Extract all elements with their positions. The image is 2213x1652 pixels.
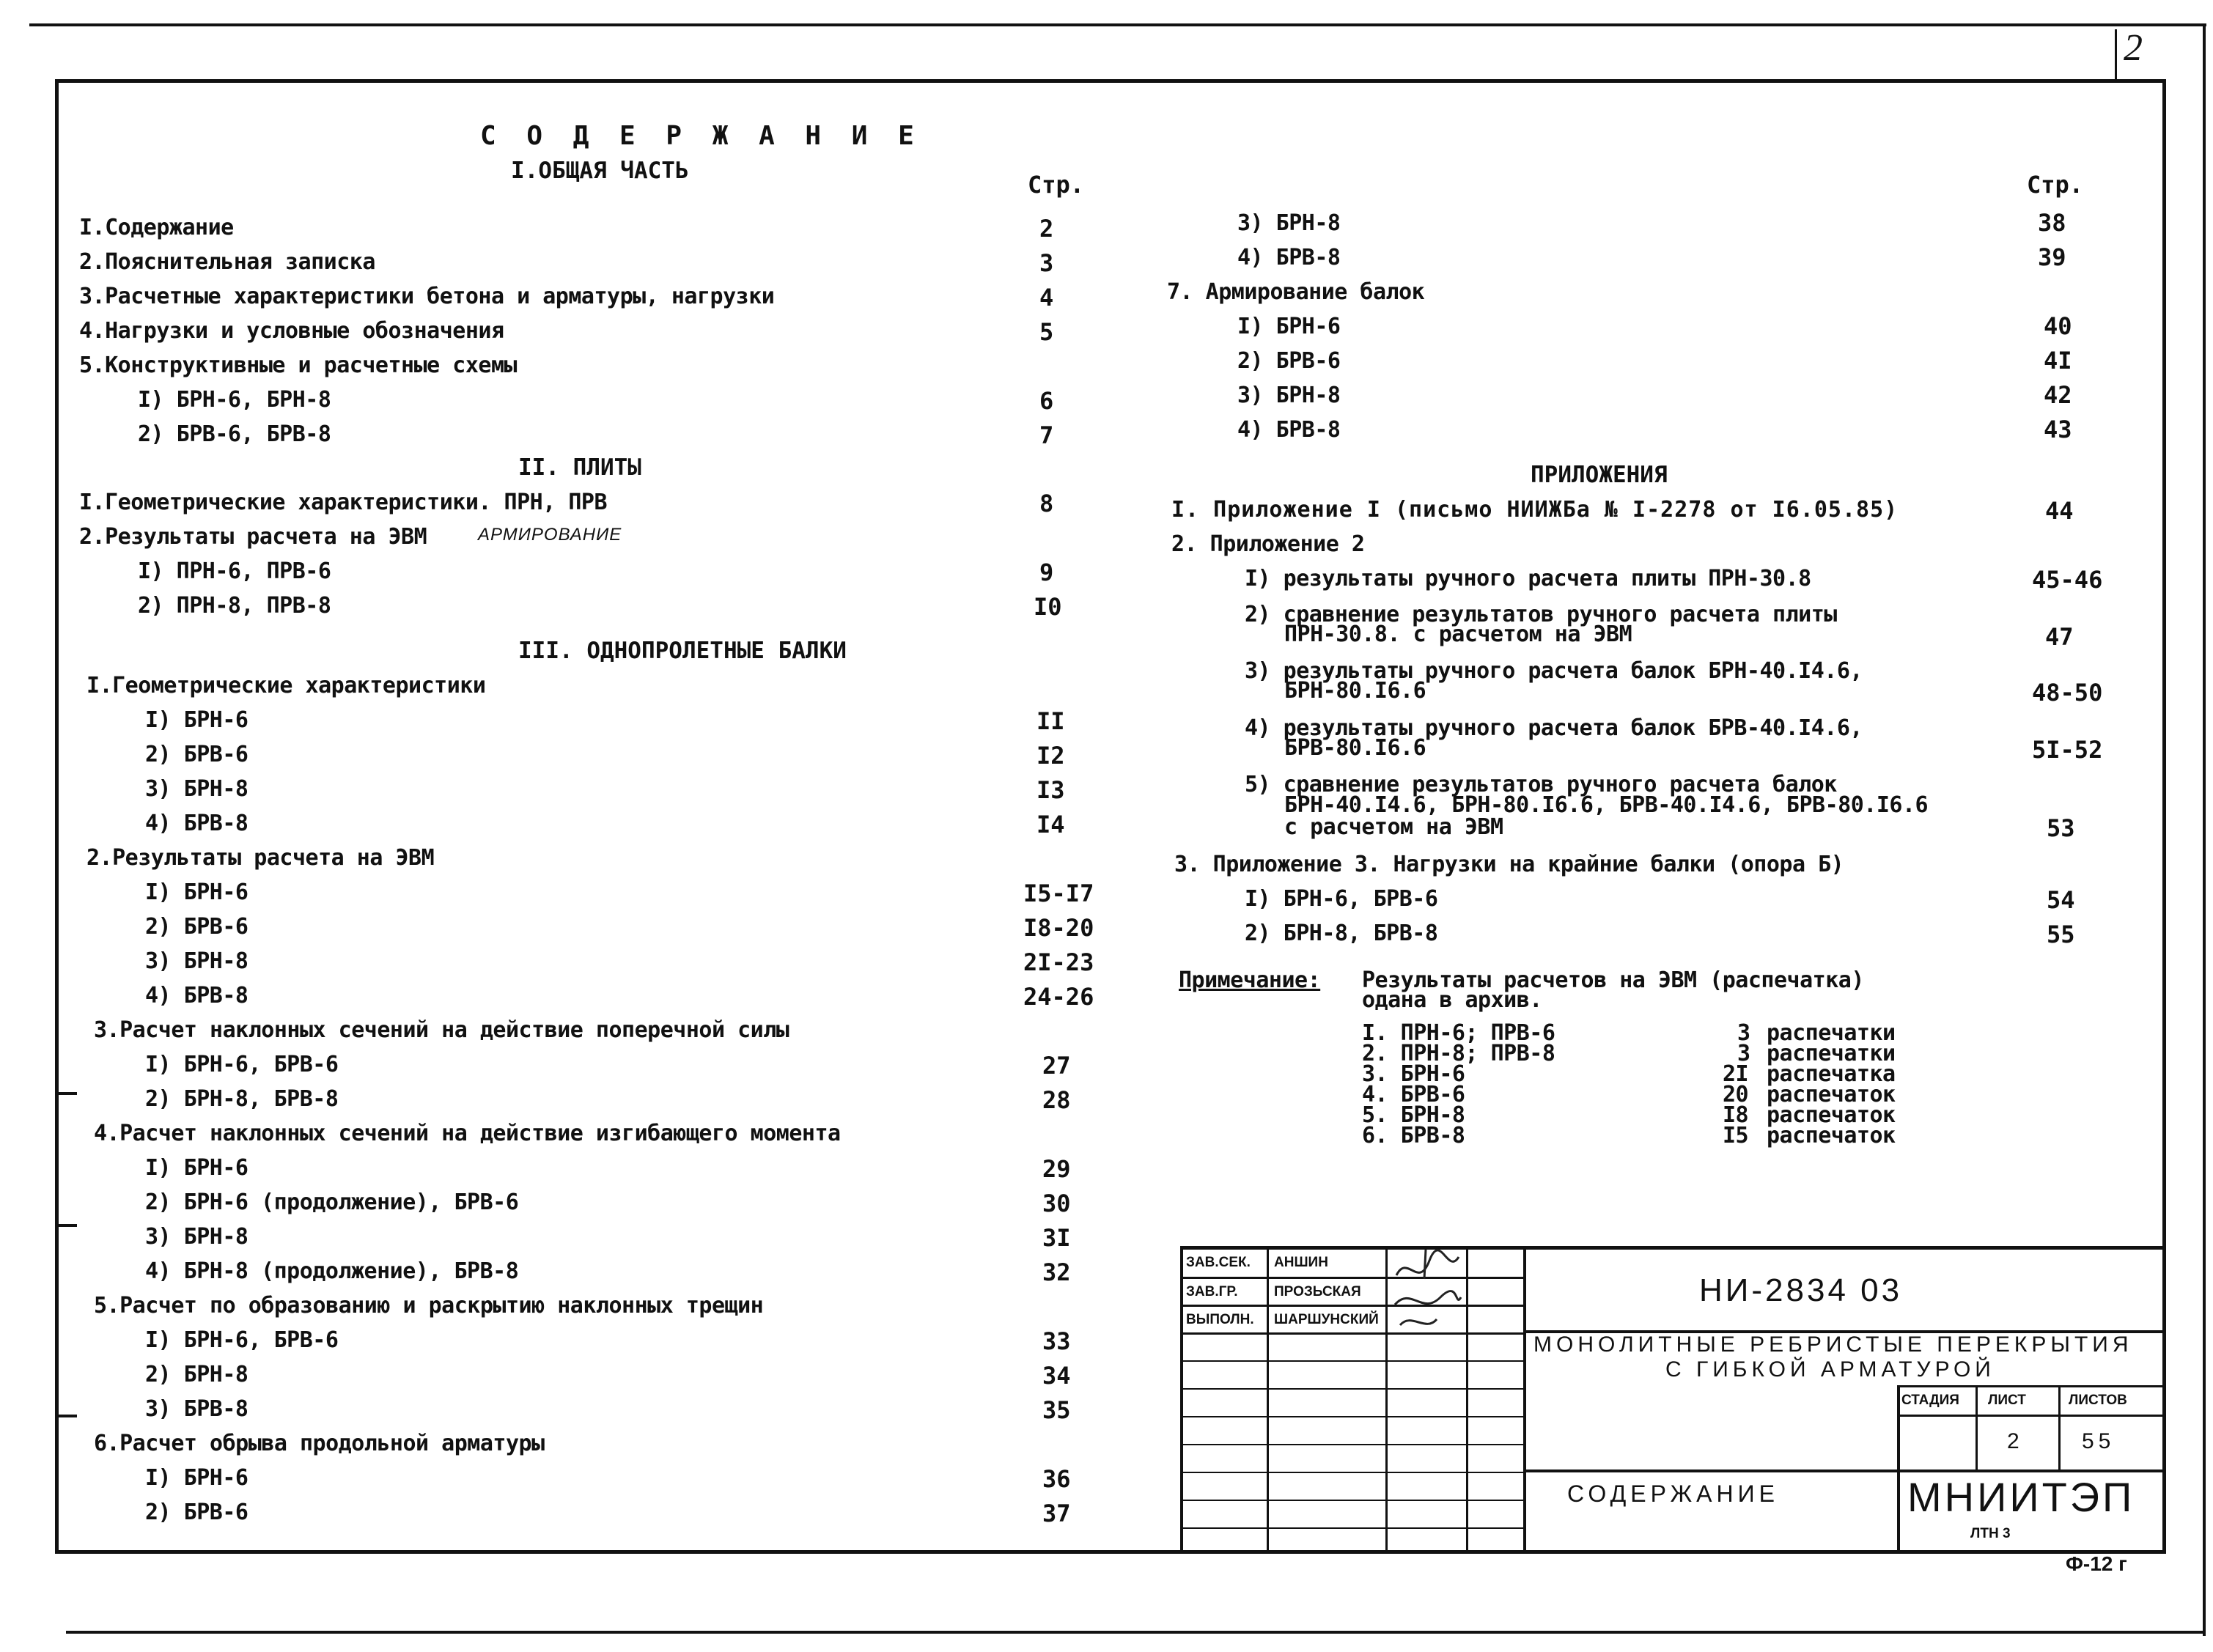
tb-organization-sub: ЛТН 3: [1970, 1526, 2011, 1541]
tb-grid: [1466, 1246, 1468, 1554]
note-item-unit: распечаток: [1767, 1102, 1896, 1128]
note-item-name: 6. БРВ-8: [1362, 1123, 1465, 1148]
toc-item-text: 2) ПРН-8, ПРВ-8: [138, 593, 331, 619]
toc-item-text: 2) БРН-8, БРВ-8: [145, 1086, 339, 1112]
appendix-item-page: 5I-52: [2032, 736, 2103, 764]
toc-item-text: 2) БРН-8: [145, 1362, 248, 1387]
binding-tick: [55, 1415, 77, 1417]
toc-item-page: I8-20: [1023, 914, 1094, 942]
toc-item-text: 5.Конструктивные и расчетные схемы: [79, 353, 518, 378]
toc-item-text: 4) БРВ-8: [1237, 245, 1341, 270]
section-beams-heading: III. ОДНОПРОЛЕТНЫЕ БАЛКИ: [518, 638, 847, 664]
toc-item-text: I) ПРН-6, ПРВ-6: [138, 558, 331, 584]
tb-grid: [1525, 1470, 2166, 1472]
toc-item-page: II: [1036, 707, 1065, 735]
toc-item-page: 36: [1042, 1465, 1071, 1493]
tb-project-line: С ГИБКОЙ АРМАТУРОЙ: [1665, 1357, 1995, 1382]
page-column-header-left: Стр.: [1028, 171, 1085, 199]
note-item-qty: 2I: [1723, 1061, 1749, 1087]
toc-item-page: 3I: [1042, 1224, 1071, 1252]
toc-item-page: 4I: [2044, 347, 2072, 375]
tb-name: ШАРШУНСКИЙ: [1274, 1312, 1379, 1327]
appendix-item-text: 3) результаты ручного расчета балок БРН-40.I4.6,: [1245, 658, 1863, 684]
binding-tick: [55, 1092, 77, 1095]
toc-item-text: I) БРН-6: [145, 1155, 248, 1181]
toc-item-text: I) БРН-6: [145, 880, 248, 905]
note-item-name: 3. БРН-6: [1362, 1061, 1465, 1087]
tb-grid: [1897, 1415, 2166, 1417]
appendix-item-text: I. Приложение I (письмо НИИЖБа № I-2278 от I6.05.85): [1171, 497, 1899, 523]
outer-right-border: [2203, 23, 2206, 1636]
toc-item-text: 3.Расчетные характеристики бетона и арматуры, нагрузки: [79, 284, 775, 309]
tb-grid: [1180, 1472, 1525, 1473]
toc-item-text: I) БРН-6, БРВ-6: [145, 1327, 339, 1353]
tb-border-top: [1180, 1246, 2166, 1250]
toc-item-page: 2: [1039, 215, 1054, 243]
toc-item-page: I2: [1036, 742, 1065, 770]
toc-item-text: I.Геометрические характеристики: [86, 673, 486, 698]
toc-item-page: 35: [1042, 1396, 1071, 1424]
toc-item-text: 3) БРН-8: [145, 776, 248, 802]
note-item-qty: 3: [1737, 1020, 1750, 1046]
binding-tick: [55, 1224, 77, 1227]
toc-item-text: 2.Пояснительная записка: [79, 249, 375, 275]
toc-item-page: 32: [1042, 1258, 1071, 1286]
tb-sheet-title: СОДЕРЖАНИЕ: [1567, 1480, 1779, 1507]
toc-item-page: 33: [1042, 1327, 1071, 1355]
toc-item-page: I5-I7: [1023, 880, 1094, 907]
note-item-name: 2. ПРН-8; ПРВ-8: [1362, 1041, 1555, 1066]
toc-item-text: I) БРН-6, БРН-8: [138, 387, 331, 413]
appendix-item-page: 53: [2047, 814, 2075, 842]
toc-item-text: 2) БРВ-6: [1237, 348, 1341, 374]
toc-item-text: I) БРН-6: [1237, 314, 1341, 339]
note-label: Примечание:: [1179, 967, 1321, 993]
appendix-item-text: 2) БРН-8, БРВ-8: [1245, 921, 1438, 946]
toc-item-page: 8: [1039, 490, 1054, 517]
tb-grid: [1180, 1332, 1525, 1335]
tb-sheets-value: 55: [2082, 1429, 2116, 1453]
toc-item-page: 7: [1039, 421, 1054, 449]
tb-role: ЗАВ.ГР.: [1186, 1284, 1238, 1299]
toc-item-page: 3: [1039, 249, 1054, 277]
tb-grid: [1523, 1246, 1526, 1554]
toc-item-text: I) БРН-6, БРВ-6: [145, 1052, 339, 1077]
toc-item-page: 29: [1042, 1155, 1071, 1183]
appendix-item-page: 47: [2045, 623, 2074, 651]
tb-grid: [1180, 1416, 1525, 1417]
appendix-item-page: 44: [2045, 497, 2074, 525]
toc-item-text: 4.Нагрузки и условные обозначения: [79, 318, 504, 344]
toc-item-page: 4: [1039, 284, 1054, 311]
toc-item-text: 3) БРН-8: [145, 1224, 248, 1250]
toc-item-page: 5: [1039, 318, 1054, 346]
tb-grid: [1180, 1360, 1525, 1362]
appendix-item-text: БРВ-80.I6.6: [1284, 735, 1426, 761]
appendix-item-page: 54: [2047, 886, 2075, 914]
toc-item-text: 2.Результаты расчета на ЭВМ: [86, 845, 435, 871]
section-general-heading: I.ОБЩАЯ ЧАСТЬ: [511, 158, 689, 184]
tb-grid: [1180, 1305, 1525, 1307]
tb-grid: [1180, 1277, 1525, 1279]
toc-item-text: 2) БРВ-6: [145, 742, 248, 767]
note-item-name: 5. БРН-8: [1362, 1102, 1465, 1128]
toc-item-page: I4: [1036, 811, 1065, 838]
toc-item-page: I3: [1036, 776, 1065, 804]
tb-grid: [1897, 1385, 1900, 1554]
toc-item-page: 6: [1039, 387, 1054, 415]
toc-item-page: 9: [1039, 558, 1054, 586]
appendix-item-text: I) БРН-6, БРВ-6: [1245, 886, 1438, 912]
note-item-qty: I5: [1723, 1123, 1749, 1148]
note-item-unit: распечатки: [1767, 1041, 1896, 1066]
toc-item-page: 38: [2038, 209, 2066, 237]
toc-item-text: 5.Расчет по образованию и раскрытию наклонных трещин: [94, 1293, 764, 1319]
tb-border-left: [1180, 1246, 1183, 1554]
tb-grid: [1385, 1246, 1388, 1554]
tb-grid: [1976, 1385, 1978, 1471]
signature-scribble-icon: [1389, 1246, 1466, 1334]
appendix-item-text: 5) сравнение результатов ручного расчета балок: [1245, 772, 1837, 797]
sheet-number: 2: [2124, 27, 2143, 69]
section-appendices-heading: ПРИЛОЖЕНИЯ: [1531, 462, 1668, 488]
toc-item-text: I.Геометрические характеристики. ПРН, ПРВ: [79, 490, 608, 515]
toc-item-page: 42: [2044, 381, 2072, 409]
toc-item-page: 37: [1042, 1500, 1071, 1527]
tb-organization: МНИИТЭП: [1907, 1474, 2135, 1520]
toc-item-page: 30: [1042, 1190, 1071, 1217]
note-item-qty: 20: [1723, 1082, 1749, 1107]
tb-name: АНШИН: [1274, 1255, 1328, 1270]
note-item-unit: распечатки: [1767, 1020, 1896, 1046]
toc-item-page: 2I-23: [1023, 948, 1094, 976]
toc-item-text: 3.Расчет наклонных сечений на действие поперечной силы: [94, 1017, 789, 1043]
tb-project-line: МОНОЛИТНЫЕ РЕБРИСТЫЕ ПЕРЕКРЫТИЯ: [1533, 1332, 2133, 1357]
toc-item-text: I.Содержание: [79, 215, 234, 240]
tb-grid: [1267, 1246, 1269, 1554]
tb-sheets-header: ЛИСТОВ: [2069, 1393, 2127, 1408]
toc-item-text: 3) БРН-8: [145, 948, 248, 974]
toc-item-text: 2.Результаты расчета на ЭВМ: [79, 524, 427, 550]
toc-item-text: 4) БРН-8 (продолжение), БРВ-8: [145, 1258, 519, 1284]
toc-item-page: 34: [1042, 1362, 1071, 1390]
toc-item-page: 43: [2044, 416, 2072, 443]
toc-item-text: 4) БРВ-8: [145, 983, 248, 1008]
toc-item-text: 4) БРВ-8: [145, 811, 248, 836]
note-item-name: I. ПРН-6; ПРВ-6: [1362, 1020, 1555, 1046]
tb-sheet-header: ЛИСТ: [1988, 1393, 2026, 1408]
toc-item-text: 2) БРВ-6: [145, 1500, 248, 1525]
inner-frame-top: [55, 79, 2166, 83]
handwritten-insert: АРМИРОВАНИЕ: [478, 525, 622, 545]
toc-item-page: I0: [1034, 593, 1062, 621]
appendix-item-text: ПРН-30.8. с расчетом на ЭВМ: [1284, 622, 1632, 647]
inner-frame-bottom: [55, 1550, 2166, 1554]
toc-item-page: 24-26: [1023, 983, 1094, 1011]
toc-item-text: 2) БРН-6 (продолжение), БРВ-6: [145, 1190, 519, 1215]
tb-name: ПРОЗЬСКАЯ: [1274, 1284, 1361, 1299]
tb-document-code: НИ-2834 03: [1699, 1272, 1903, 1308]
note-item-qty: 3: [1737, 1041, 1750, 1066]
appendix-item-text: 2) сравнение результатов ручного расчета плиты: [1245, 602, 1837, 627]
tb-role: ЗАВ.СЕК.: [1186, 1255, 1251, 1270]
appendix-item-text: БРН-80.I6.6: [1284, 678, 1426, 704]
appendix-item-text: 4) результаты ручного расчета балок БРВ-40.I4.6,: [1245, 715, 1863, 741]
toc-item-text: 4.Расчет наклонных сечений на действие изгибающего момента: [94, 1121, 841, 1146]
appendix-item-page: 48-50: [2032, 679, 2103, 707]
appendix-item-text: I) результаты ручного расчета плиты ПРН-30.8: [1245, 566, 1811, 591]
appendix-item-text: 2. Приложение 2: [1171, 531, 1365, 557]
tb-stage-header: СТАДИЯ: [1901, 1393, 1959, 1408]
toc-item-text: 7. Армирование балок: [1167, 279, 1425, 305]
tb-grid: [1180, 1388, 1525, 1390]
appendix-item-text: с расчетом на ЭВМ: [1284, 814, 1503, 840]
tb-grid: [1180, 1500, 1525, 1501]
toc-item-page: 27: [1042, 1052, 1071, 1080]
toc-item-text: I) БРН-6: [145, 707, 248, 733]
tb-role: ВЫПОЛН.: [1186, 1312, 1254, 1327]
note-text-line: одана в архив.: [1362, 987, 1542, 1013]
note-text-line: Результаты расчетов на ЭВМ (распечатка): [1362, 967, 1864, 993]
tb-grid: [1180, 1527, 1525, 1529]
toc-item-text: 6.Расчет обрыва продольной арматуры: [94, 1431, 545, 1456]
appendix-item-page: 55: [2047, 921, 2075, 948]
toc-item-page: 39: [2038, 243, 2066, 271]
document-title: С О Д Е Р Ж А Н И Е: [480, 121, 921, 151]
toc-item-text: 2) БРВ-6: [145, 914, 248, 940]
appendix-item-text: БРН-40.I4.6, БРН-80.I6.6, БРВ-40.I4.6, БРВ-80.I6.6: [1284, 792, 1929, 818]
toc-item-text: 3) БРВ-8: [145, 1396, 248, 1422]
format-mark: Ф-12 г: [2066, 1552, 2127, 1575]
toc-item-text: 3) БРН-8: [1237, 383, 1341, 408]
note-item-unit: распечатка: [1767, 1061, 1896, 1087]
note-item-unit: распечаток: [1767, 1123, 1896, 1148]
note-item-qty: I8: [1723, 1102, 1749, 1128]
tb-grid: [1897, 1385, 2166, 1387]
page-column-header-right: Стр.: [2027, 171, 2084, 199]
sheet-number-box-left: [2115, 29, 2117, 81]
appendix-item-text: 3. Приложение 3. Нагрузки на крайние балки (опора Б): [1174, 852, 1844, 877]
toc-item-page: 40: [2044, 312, 2072, 340]
note-item-name: 4. БРВ-6: [1362, 1082, 1465, 1107]
toc-item-text: 4) БРВ-8: [1237, 417, 1341, 443]
outer-bottom-border: [66, 1631, 2205, 1634]
toc-item-text: 3) БРН-8: [1237, 210, 1341, 236]
appendix-item-page: 45-46: [2032, 566, 2103, 594]
inner-frame-left: [55, 79, 59, 1552]
note-item-unit: распечаток: [1767, 1082, 1896, 1107]
toc-item-page: 28: [1042, 1086, 1071, 1114]
toc-item-text: I) БРН-6: [145, 1465, 248, 1491]
tb-sheet-value: 2: [2007, 1429, 2024, 1453]
toc-item-text: 2) БРВ-6, БРВ-8: [138, 421, 331, 447]
tb-grid: [2058, 1385, 2061, 1471]
outer-top-border: [29, 23, 2206, 26]
section-plates-heading: II. ПЛИТЫ: [518, 454, 641, 481]
tb-grid: [1180, 1444, 1525, 1445]
